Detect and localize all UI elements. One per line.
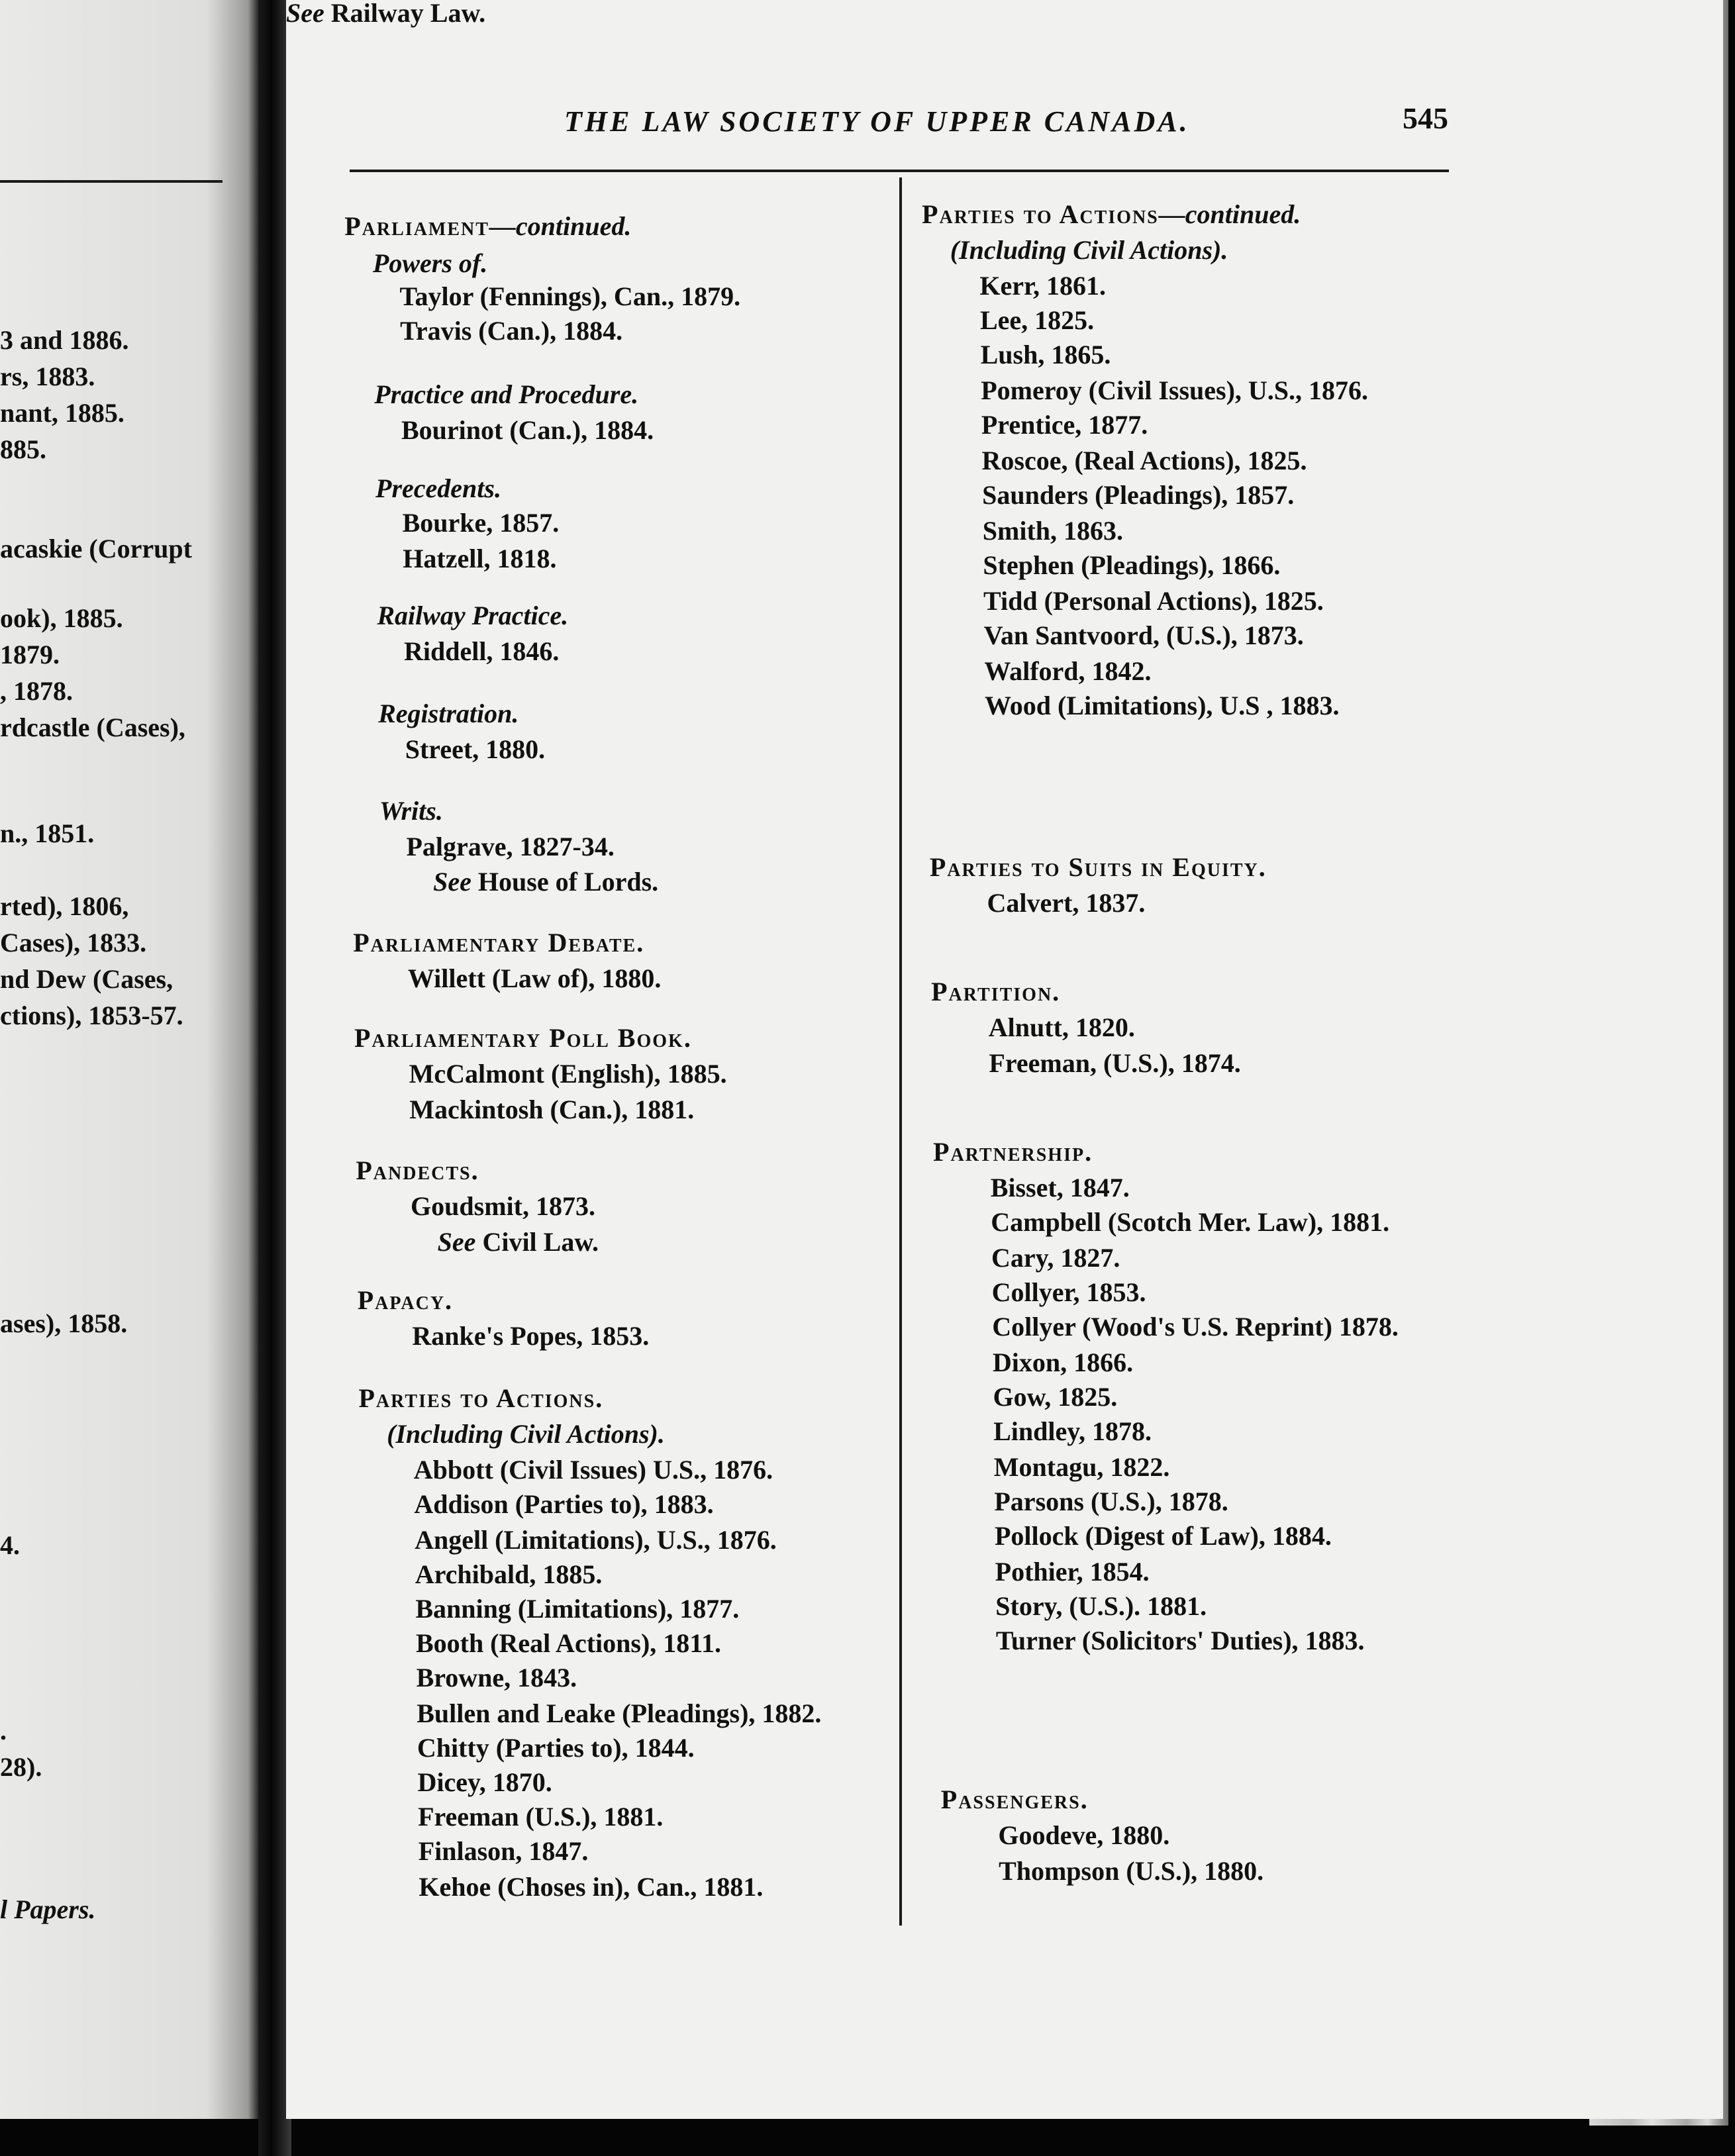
- subheading: [387, 1421, 665, 1447]
- left-page-line: ctions), 1853-57.: [0, 1001, 183, 1030]
- entry-text: Taylor (Fennings), Can., 1879.: [399, 281, 741, 311]
- entry-text: Pollock (Digest of Law), 1884.: [995, 1521, 1332, 1551]
- heading-text: Parties to Actions: [922, 199, 1159, 229]
- see-label: See: [437, 1227, 476, 1257]
- subheading-text: (Including Civil Actions).: [950, 235, 1228, 265]
- section-heading: [358, 1287, 453, 1314]
- left-page-line: .: [0, 1716, 7, 1745]
- index-entry: [999, 1858, 1264, 1885]
- index-entry: [981, 377, 1368, 404]
- entry-text: Travis (Can.), 1884.: [400, 316, 623, 346]
- index-entry: [415, 1596, 739, 1622]
- index-entry: [407, 834, 615, 860]
- subheading: [950, 237, 1228, 264]
- continued-label: —continued.: [489, 211, 632, 241]
- see-reference: [286, 0, 485, 26]
- see-target: Civil Law.: [482, 1227, 599, 1257]
- index-entry: [400, 318, 622, 344]
- heading-text: Papacy.: [357, 1285, 454, 1315]
- entry-text: Ranke's Popes, 1853.: [412, 1321, 650, 1351]
- entry-text: McCalmont (English), 1885.: [409, 1059, 727, 1089]
- entry-text: Prentice, 1877.: [981, 410, 1148, 440]
- see-reference: [433, 869, 658, 895]
- heading-text: Parliament: [344, 211, 489, 241]
- index-entry: [984, 622, 1304, 649]
- entry-text: Riddell, 1846.: [403, 636, 560, 666]
- entry-text: Alnutt, 1820.: [988, 1012, 1135, 1042]
- index-entry: [991, 1209, 1389, 1236]
- entry-text: Parsons (U.S.), 1878.: [994, 1487, 1228, 1516]
- page-number: 545: [1403, 101, 1448, 135]
- index-entry: [989, 1014, 1135, 1041]
- subheading: [375, 475, 501, 502]
- index-entry: [981, 342, 1111, 368]
- section-heading: [941, 1787, 1089, 1813]
- index-entry: [417, 1700, 821, 1727]
- index-entry: [983, 552, 1280, 579]
- left-page-line: 3 and 1886.: [0, 325, 129, 355]
- heading-text: Parties to Actions.: [358, 1383, 604, 1413]
- index-entry: [419, 1838, 589, 1865]
- left-page-line: 28).: [0, 1752, 42, 1782]
- see-label: See: [286, 0, 324, 28]
- index-entry: [982, 448, 1307, 474]
- section-heading: [344, 213, 631, 240]
- entry-text: Turner (Solicitors' Duties), 1883.: [995, 1626, 1365, 1655]
- entry-text: Smith, 1863.: [982, 516, 1124, 546]
- see-label: See: [433, 867, 471, 897]
- left-page-line: 885.: [0, 434, 46, 464]
- index-entry: [409, 1097, 694, 1123]
- index-entry: [983, 588, 1324, 614]
- index-entry: [980, 307, 1094, 334]
- entry-text: Lee, 1825.: [979, 305, 1095, 335]
- left-page-rule: [0, 180, 223, 183]
- entry-text: Palgrave, 1827-34.: [406, 832, 615, 861]
- heading-text: Partition.: [931, 977, 1061, 1006]
- entry-text: Kehoe (Choses in), Can., 1881.: [419, 1872, 764, 1902]
- entry-text: Gow, 1825.: [993, 1382, 1118, 1412]
- entry-text: Walford, 1842.: [984, 656, 1152, 686]
- index-entry: [982, 482, 1294, 509]
- index-entry: [991, 1175, 1130, 1201]
- see-target: House of Lords.: [477, 867, 659, 897]
- left-page-line: acaskie (Corrupt: [0, 534, 192, 564]
- left-page-line: n., 1851.: [0, 818, 95, 848]
- index-entry: [417, 1735, 695, 1761]
- entry-text: Browne, 1843.: [416, 1663, 577, 1692]
- index-entry: [405, 736, 545, 763]
- section-heading: [933, 1139, 1093, 1165]
- heading-text: Parties to Suits in Equity.: [929, 852, 1267, 882]
- entry-text: Van Santvoord, (U.S.), 1873.: [983, 620, 1304, 650]
- index-entry: [400, 283, 741, 310]
- index-entry: [984, 658, 1151, 685]
- entry-text: Tidd (Personal Actions), 1825.: [983, 586, 1324, 616]
- entry-text: Banning (Limitations), 1877.: [415, 1594, 740, 1624]
- left-page-line: rdcastle (Cases),: [0, 712, 185, 742]
- index-entry: [409, 1061, 727, 1087]
- entry-text: Lindley, 1878.: [993, 1416, 1152, 1446]
- subheading-text: Practice and Procedure.: [374, 379, 639, 409]
- index-entry: [979, 273, 1106, 299]
- section-heading: [930, 854, 1267, 881]
- heading-text: Passengers.: [940, 1785, 1089, 1814]
- continued-label: —continued.: [1158, 199, 1301, 229]
- heading-text: Parliamentary Debate.: [353, 928, 645, 957]
- entry-text: Bullen and Leake (Pleadings), 1882.: [417, 1698, 822, 1728]
- subheading-text: Powers of.: [372, 248, 488, 278]
- entry-text: Angell (Limitations), U.S., 1876.: [415, 1525, 777, 1555]
- index-entry: [994, 1489, 1228, 1515]
- left-page-line: rs, 1883.: [0, 362, 95, 391]
- index-entry: [992, 1314, 1399, 1340]
- entry-text: Saunders (Pleadings), 1857.: [982, 480, 1295, 510]
- index-entry: [981, 412, 1148, 438]
- section-heading: [931, 979, 1060, 1005]
- index-entry: [419, 1874, 763, 1900]
- running-head: THE LAW SOCIETY OF UPPER CANADA.: [564, 105, 1190, 138]
- entry-text: Kerr, 1861.: [979, 271, 1107, 301]
- entry-text: Goudsmit, 1873.: [411, 1191, 595, 1221]
- page: [286, 0, 1723, 2119]
- left-page-line: Cases), 1833.: [0, 928, 147, 957]
- index-entry: [983, 518, 1123, 544]
- heading-text: Partnership.: [933, 1137, 1093, 1167]
- index-entry: [417, 1769, 552, 1796]
- subheading-text: Precedents.: [375, 473, 501, 503]
- entry-text: Bourke, 1857.: [402, 508, 560, 538]
- index-entry: [992, 1279, 1146, 1306]
- entry-text: Abbott (Civil Issues) U.S., 1876.: [413, 1455, 773, 1485]
- entry-text: Dixon, 1866.: [992, 1348, 1134, 1377]
- subheading: [373, 250, 487, 277]
- index-entry: [411, 1193, 595, 1220]
- index-entry: [404, 638, 559, 665]
- entry-text: Chitty (Parties to), 1844.: [417, 1733, 695, 1763]
- entry-text: Campbell (Scotch Mer. Law), 1881.: [991, 1207, 1390, 1237]
- entry-text: Roscoe, (Real Actions), 1825.: [981, 446, 1307, 475]
- column-divider: [899, 177, 902, 1926]
- entry-text: Dicey, 1870.: [417, 1767, 552, 1797]
- left-page-line: l Papers.: [0, 1894, 96, 1924]
- left-page-line: , 1878.: [0, 676, 73, 706]
- entry-text: Lush, 1865.: [980, 340, 1111, 369]
- section-heading: [354, 1025, 692, 1052]
- entry-text: Bourinot (Can.), 1884.: [401, 415, 654, 445]
- see-target: Railway Law.: [330, 0, 486, 28]
- entry-text: Hatzell, 1818.: [403, 544, 557, 573]
- index-entry: [993, 1384, 1117, 1410]
- see-reference: [438, 1229, 599, 1255]
- subheading-text: (Including Civil Actions).: [387, 1419, 665, 1449]
- entry-text: Thompson (U.S.), 1880.: [999, 1856, 1264, 1886]
- section-heading: [922, 201, 1301, 228]
- left-page-line: rted), 1806,: [0, 891, 129, 921]
- index-entry: [408, 965, 662, 992]
- left-page-line: nd Dew (Cases,: [0, 964, 174, 994]
- index-entry: [993, 1349, 1133, 1376]
- section-heading: [359, 1385, 604, 1412]
- entry-text: Stephen (Pleadings), 1866.: [983, 550, 1281, 580]
- left-page-line: 4.: [0, 1530, 20, 1560]
- subheading: [379, 798, 443, 824]
- left-page-line: ases), 1858.: [0, 1308, 128, 1338]
- index-entry: [418, 1804, 663, 1830]
- index-entry: [993, 1418, 1152, 1445]
- index-entry: [414, 1457, 773, 1483]
- entry-text: Calvert, 1837.: [987, 888, 1146, 918]
- index-entry: [403, 546, 556, 572]
- subheading: [374, 381, 638, 408]
- entry-text: Goodeve, 1880.: [998, 1820, 1170, 1850]
- index-entry: [416, 1630, 721, 1657]
- index-entry: [995, 1559, 1150, 1585]
- index-entry: [415, 1527, 777, 1553]
- entry-text: Freeman (U.S.), 1881.: [418, 1802, 664, 1832]
- entry-text: Booth (Real Actions), 1811.: [415, 1628, 722, 1658]
- entry-text: Mackintosh (Can.), 1881.: [409, 1095, 695, 1124]
- section-heading: [353, 930, 644, 956]
- subheading-text: Railway Practice.: [377, 601, 569, 630]
- index-entry: [415, 1561, 603, 1588]
- index-entry: [403, 510, 560, 536]
- entry-text: Pomeroy (Civil Issues), U.S., 1876.: [981, 375, 1369, 405]
- index-entry: [994, 1454, 1170, 1481]
- left-page-fragment: [0, 0, 258, 2119]
- header-rule: [350, 170, 1449, 172]
- left-page-line: ook), 1885.: [0, 603, 123, 633]
- entry-text: Addison (Parties to), 1883.: [414, 1489, 714, 1519]
- index-entry: [996, 1628, 1365, 1654]
- entry-text: Cary, 1827.: [991, 1243, 1120, 1273]
- entry-text: Archibald, 1885.: [415, 1559, 603, 1589]
- entry-text: Wood (Limitations), U.S , 1883.: [984, 691, 1340, 720]
- index-entry: [417, 1665, 577, 1691]
- index-entry: [989, 1050, 1240, 1077]
- index-entry: [995, 1593, 1207, 1620]
- heading-text: Pandects.: [356, 1155, 479, 1185]
- index-entry: [987, 890, 1146, 916]
- index-entry: [985, 693, 1340, 719]
- index-entry: [995, 1523, 1332, 1549]
- entry-text: Story, (U.S.). 1881.: [995, 1591, 1207, 1621]
- section-heading: [356, 1157, 479, 1184]
- entry-text: Bisset, 1847.: [990, 1173, 1130, 1202]
- left-page-line: 1879.: [0, 640, 60, 669]
- index-entry: [991, 1245, 1120, 1271]
- entry-text: Collyer, 1853.: [991, 1277, 1146, 1307]
- entry-text: Finlason, 1847.: [418, 1836, 589, 1866]
- subheading: [378, 701, 519, 727]
- entry-text: Montagu, 1822.: [993, 1452, 1170, 1482]
- subheading-text: Writs.: [379, 796, 443, 826]
- subheading-text: Registration.: [378, 699, 519, 728]
- entry-text: Pothier, 1854.: [995, 1557, 1150, 1587]
- index-entry: [414, 1491, 713, 1518]
- index-entry: [412, 1323, 649, 1349]
- entry-text: Freeman, (U.S.), 1874.: [989, 1048, 1241, 1078]
- heading-text: Parliamentary Poll Book.: [354, 1023, 692, 1053]
- entry-text: Collyer (Wood's U.S. Reprint) 1878.: [992, 1312, 1399, 1342]
- index-entry: [998, 1822, 1169, 1849]
- entry-text: Willett (Law of), 1880.: [407, 963, 662, 993]
- left-page-line: nant, 1885.: [0, 398, 124, 428]
- entry-text: Street, 1880.: [405, 734, 546, 764]
- index-entry: [401, 417, 654, 444]
- subheading: [377, 603, 568, 629]
